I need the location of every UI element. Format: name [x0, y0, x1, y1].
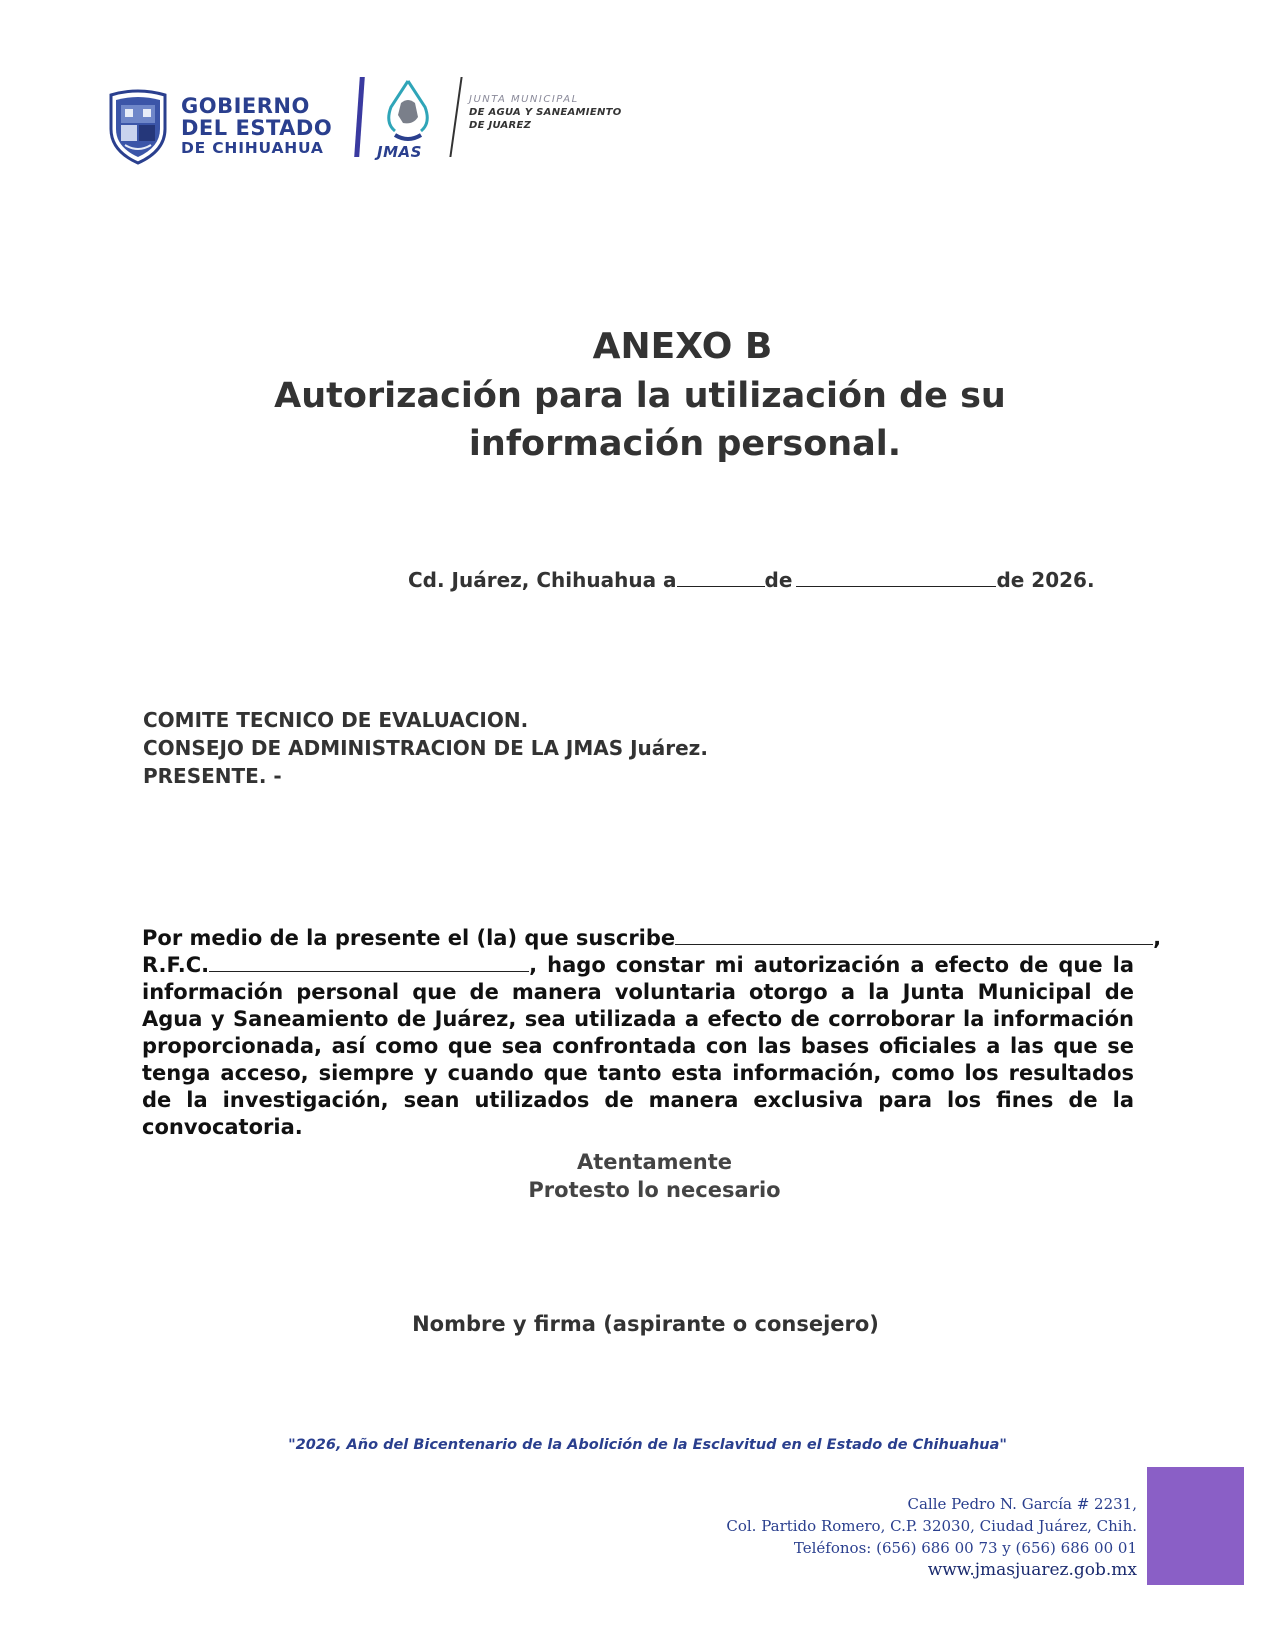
- address-line-1: COMITE TECNICO DE EVALUACION.: [143, 708, 529, 732]
- title-subtitle: [5, 372, 1275, 468]
- closing-block: [0, 1148, 1275, 1204]
- jmas-text: [469, 93, 622, 132]
- day-blank-field[interactable]: [677, 569, 765, 587]
- header-divider: [354, 77, 365, 157]
- authorization-paragraph: [142, 925, 1162, 1141]
- document-header: [105, 75, 665, 175]
- body-rest: , hago constar mi autorización a efecto de que la información personal que de manera voluntaria otorgo a la Junta Municipal de Agua y Saneamiento de Juárez, sea utilizada a efecto de corroborar la información proporcionada, así como que sea confrontada con las bases oficiales a las que se tenga acceso, siempre y cuando que tanto esta información, como los resultados de la investigación, sean utilizados de manera exclusiva para los fines de la convocatoria.: [142, 953, 1134, 1139]
- address-line-2: CONSEJO DE ADMINISTRACION DE LA JMAS Juárez.: [143, 736, 708, 760]
- closing-line-2: Protesto lo necesario: [528, 1178, 781, 1202]
- chihuahua-shield-logo: [105, 89, 171, 165]
- jmas-line-2: DE AGUA Y SANEAMIENTO: [469, 107, 622, 118]
- subtitle-line-2: información personal.: [468, 424, 902, 464]
- rfc-label: R.F.C.: [142, 953, 210, 977]
- jmas-line-3: DE JUAREZ: [469, 120, 532, 131]
- date-line: [408, 568, 1095, 592]
- gov-line-1: GOBIERNO: [181, 94, 310, 118]
- address-line-3: PRESENTE. -: [143, 764, 282, 788]
- rfc-blank-field[interactable]: [209, 954, 529, 972]
- jmas-acronym: JMAS: [377, 143, 422, 161]
- footer-website-link[interactable]: www.jmasjuarez.gob.mx: [927, 1560, 1137, 1580]
- header-divider-thin: [449, 77, 462, 157]
- month-blank-field[interactable]: [796, 569, 996, 587]
- gobierno-text: [181, 95, 332, 157]
- footer-street: Calle Pedro N. García # 2231,: [907, 1495, 1137, 1513]
- subtitle-line-1: Autorización para la utilización de su: [274, 376, 1006, 416]
- footer-colonia: Col. Partido Romero, C.P. 32030, Ciudad Juárez, Chih.: [726, 1517, 1137, 1535]
- rfc-paragraph: [142, 952, 1134, 1141]
- date-prefix: Cd. Juárez, Chihuahua a: [408, 568, 677, 592]
- document-title: [0, 322, 1275, 468]
- decorative-purple-block: [1147, 1467, 1244, 1585]
- signature-label: Nombre y firma (aspirante o consejero): [412, 1312, 879, 1336]
- name-blank-field[interactable]: [675, 927, 1153, 945]
- gov-line-3: DE CHIHUAHUA: [181, 139, 324, 157]
- date-middle: de: [764, 568, 793, 592]
- water-drop-logo: [383, 77, 433, 147]
- footer-motto: "2026, Año del Bicentenario de la Abolición de la Esclavitud en el Estado de Chihuahua": [288, 1437, 1007, 1453]
- date-suffix: de 2026.: [996, 568, 1095, 592]
- recipient-address: [143, 706, 708, 790]
- anexo-heading: ANEXO B: [592, 326, 773, 367]
- jmas-line-1: JUNTA MUNICIPAL: [469, 94, 579, 105]
- body-comma: ,: [1153, 926, 1162, 950]
- footer-phones: Teléfonos: (656) 686 00 73 y (656) 686 00 01: [793, 1539, 1137, 1557]
- footer-address: [726, 1493, 1137, 1581]
- suscribe-line: [142, 925, 1162, 952]
- gov-line-2: DEL ESTADO: [181, 116, 333, 140]
- body-intro: Por medio de la presente el (la) que suscribe: [142, 926, 676, 950]
- closing-line-1: Atentamente: [576, 1150, 733, 1174]
